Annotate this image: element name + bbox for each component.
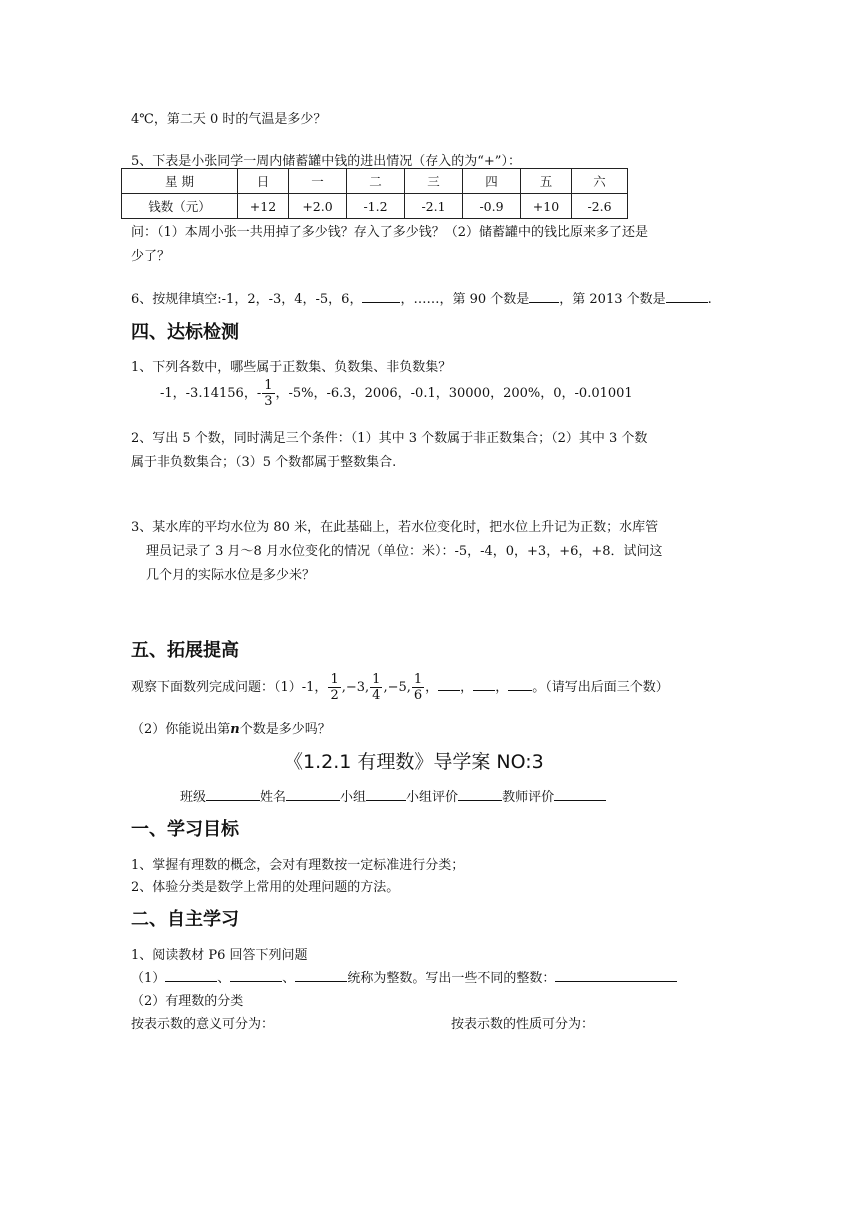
q5-intro: 5、下表是小张同学一周内储蓄罐中钱的进出情况（存入的为“+”）： (131, 154, 521, 169)
s5-after: ， (425, 680, 439, 695)
s4-q1-text: 1、下列各数中，哪些属于正数集、负数集、非负数集？ (131, 360, 452, 375)
savings-table (121, 168, 628, 219)
label-teacher-eval: 教师评价 (502, 790, 555, 805)
goal-item-2: 2、体验分类是数学上常用的处理问题的方法。 (131, 880, 400, 895)
label-group-eval: 小组评价 (406, 790, 459, 805)
s5-end: 。（请写出后面三个数） (532, 680, 669, 695)
table-cell: +10 (521, 194, 572, 219)
q6-end: . (707, 292, 712, 307)
table-cell: 钱数（元） (122, 194, 238, 219)
s5-sequence (131, 672, 669, 703)
q5-question-line2: 少了？ (131, 249, 171, 264)
s4-q3-line2: 理员记录了 3 月～8 月水位变化的情况（单位：米）：-5，-4，0，+3，+6，+8．试问这 (146, 544, 663, 559)
variable-n: n (230, 722, 240, 737)
answer-blank[interactable] (555, 969, 677, 982)
fraction-half: $\frac{1}{2}$ (330, 672, 339, 703)
class-field[interactable] (206, 788, 260, 801)
s5-sep: ， (495, 680, 509, 695)
table-cell: 六 (572, 169, 628, 194)
table-cell: -2.6 (572, 194, 628, 219)
table-cell: 星 期 (122, 169, 238, 194)
table-cell: 二 (347, 169, 405, 194)
answer-blank[interactable] (295, 969, 347, 982)
s4-q3-line3: 几个月的实际水位是多少米？ (146, 568, 316, 583)
s5-prefix: 观察下面数列完成问题：（1）-1， (131, 680, 328, 695)
table-cell: 四 (463, 169, 521, 194)
section-heading-extension: 五、拓展提高 (131, 640, 239, 661)
temperature-question-tail: 4℃，第二天 0 时的气温是多少？ (131, 112, 327, 127)
name-field[interactable] (286, 788, 340, 801)
fraction-sixth: $\frac{1}{6}$ (413, 672, 423, 703)
answer-blank[interactable] (230, 969, 282, 982)
answer-blank[interactable] (438, 678, 460, 691)
q6-mid2: ，第 2013 个数是 (559, 292, 666, 307)
student-info-line (180, 786, 606, 805)
q5-question-line1: 问：（1）本周小张一共用掉了多少钱？存入了多少钱？（2）储蓄罐中的钱比原来多了还是 (131, 225, 649, 240)
s5-q2-prefix: （2）你能说出第 (131, 722, 231, 737)
s5-question2 (131, 718, 331, 737)
section-heading-self-study: 二、自主学习 (131, 909, 239, 930)
table-cell: 一 (289, 169, 347, 194)
table-cell: -0.9 (463, 194, 521, 219)
label-group: 小组 (340, 790, 367, 805)
table-row (122, 194, 628, 219)
answer-blank[interactable] (473, 678, 495, 691)
self-study-read: 1、阅读教材 P6 回答下列问题 (131, 948, 308, 963)
s5-sep: ， (460, 680, 474, 695)
table-cell: 日 (238, 169, 289, 194)
section-heading-goals: 一、学习目标 (131, 819, 239, 840)
table-cell: 三 (405, 169, 463, 194)
answer-blank[interactable] (529, 290, 559, 303)
goal-item-1: 1、掌握有理数的概念，会对有理数按一定标准进行分类； (131, 858, 465, 873)
s4-q3-line1: 3、某水库的平均水位为 80 米，在此基础上，若水位变化时，把水位上升记为正数；水库管 (131, 520, 659, 535)
fraction-one-third: $\frac{1}{3}$ (264, 378, 273, 409)
s5-sep2: ,−5, (383, 680, 411, 695)
self-study-p2: （2）有理数的分类 (131, 994, 244, 1009)
table-cell: +2.0 (289, 194, 347, 219)
q6-prefix: 6、按规律填空:-1，2，-3，4，-5，6， (131, 292, 363, 307)
q1-numbers-before: -1，-3.14156，- (160, 386, 262, 401)
table-cell: 五 (521, 169, 572, 194)
s5-sep1: ,−3, (341, 680, 370, 695)
p1-prefix: （1） (131, 971, 166, 986)
group-field[interactable] (366, 788, 406, 801)
group-eval-field[interactable] (458, 788, 502, 801)
table-cell: +12 (238, 194, 289, 219)
document-title: 《1.2.1 有理数》导学案 NO:3 (284, 751, 544, 773)
p1-sep: 、 (282, 971, 296, 986)
classify-by-property: 按表示数的性质可分为： (451, 1017, 595, 1032)
table-cell: -2.1 (405, 194, 463, 219)
q6-sequence (131, 288, 712, 307)
self-study-p1 (131, 967, 677, 986)
q1-numbers-after: ，-5%，-6.3，2006，-0.1，30000，200%，0，-0.01001 (275, 386, 633, 401)
table-cell: -1.2 (347, 194, 405, 219)
s4-q1-numbers (160, 378, 633, 409)
label-name: 姓名 (260, 790, 287, 805)
s5-q2-suffix: 个数是多少吗？ (239, 722, 331, 737)
answer-blank[interactable] (165, 969, 217, 982)
table-row (122, 169, 628, 194)
p1-sep: 、 (217, 971, 231, 986)
answer-blank[interactable] (362, 290, 400, 303)
p1-mid: 统称为整数。写出一些不同的整数： (347, 971, 556, 986)
answer-blank[interactable] (666, 290, 708, 303)
s4-q2-line2: 属于非负数集合；（3）5 个数都属于整数集合. (131, 455, 397, 470)
label-class: 班级 (180, 790, 207, 805)
fraction-quarter: $\frac{1}{4}$ (372, 672, 381, 703)
teacher-eval-field[interactable] (554, 788, 606, 801)
q6-mid1: ，……，第 90 个数是 (400, 292, 530, 307)
section-heading-check: 四、达标检测 (131, 322, 239, 343)
s4-q2-line1: 2、写出 5 个数，同时满足三个条件：（1）其中 3 个数属于非正数集合；（2）其中 3 个数 (131, 431, 648, 446)
classify-by-meaning: 按表示数的意义可分为： (131, 1017, 275, 1032)
answer-blank[interactable] (508, 678, 532, 691)
